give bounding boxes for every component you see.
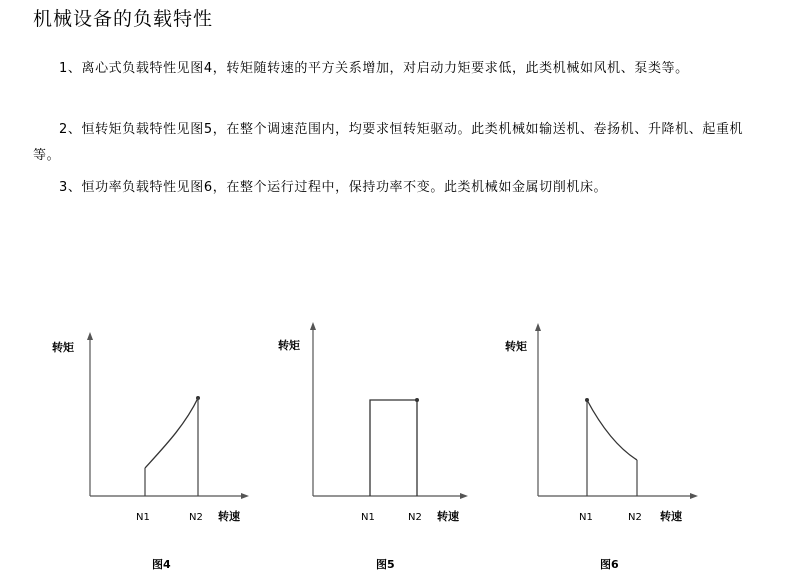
fig5-tick-n2: N2 [408,512,422,523]
fig6-tick-n1: N1 [579,512,593,523]
fig6-xlabel: 转速 [660,510,682,523]
fig6-caption: 图6 [600,558,619,571]
fig4-xlabel: 转速 [218,510,240,523]
fig4-torque-curve [145,398,198,468]
fig5-xlabel: 转速 [437,510,459,523]
fig6-start-point [585,398,589,402]
fig4-tick-n2: N2 [189,512,203,523]
figure-4 [52,336,245,571]
fig5-ylabel: 转矩 [278,339,300,352]
fig6-ylabel: 转矩 [505,340,527,353]
fig4-caption: 图4 [152,558,171,571]
load-characteristic-figures [0,300,787,583]
fig4-tick-n1: N1 [136,512,150,523]
fig5-tick-n1: N1 [361,512,375,523]
fig6-torque-curve [587,400,637,460]
paragraph-centrifugal: 1、离心式负载特性见图4，转矩随转速的平方关系增加，对启动力矩要求低，此类机械如风机、泵类等。 [59,61,689,76]
figure-5 [278,326,464,571]
fig6-tick-n2: N2 [628,512,642,523]
page-title: 机械设备的负载特性 [33,8,214,30]
fig5-torque-curve [370,400,417,496]
fig5-caption: 图5 [376,558,395,571]
fig4-ylabel: 转矩 [52,341,74,354]
figure-6 [505,327,694,571]
fig5-end-point [415,398,419,402]
paragraph-constant-power: 3、恒功率负载特性见图6，在整个运行过程中，保持功率不变。此类机械如金属切削机床。 [59,180,608,195]
paragraph-constant-torque: 2、恒转矩负载特性见图5，在整个调速范围内，均要求恒转矩驱动。此类机械如输送机、卷扬机、升降机、起重机等。 [33,122,744,163]
